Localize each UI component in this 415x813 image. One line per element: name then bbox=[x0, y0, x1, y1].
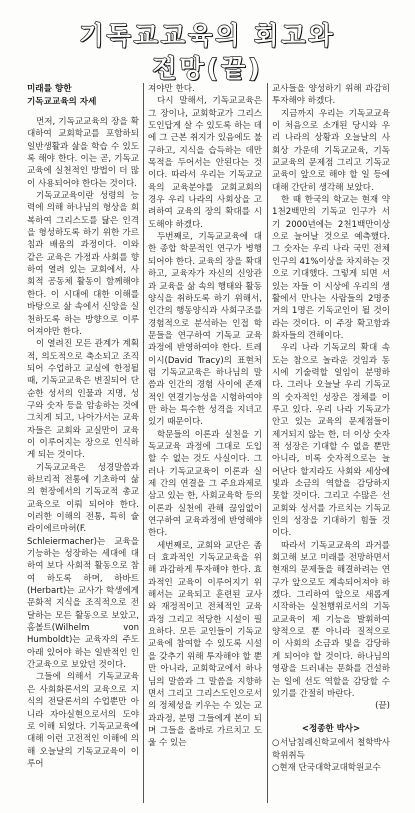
paragraph: 그들에 의해서 기독교교육은 사회화론서의 교육으로 지식의 전달론서의 수업뿐만 아니라 자아실현으로서의 도야로 이해 되었다. 기독교교육에 대해 이런 고전적인 이해에 의해 오늘날의 기독교교육이 이루어 bbox=[27, 672, 139, 769]
section-heading bbox=[27, 83, 139, 108]
section-heading-line-1: 미래를 향한 bbox=[27, 84, 72, 94]
paragraph: 먼저, 기독교교육의 장을 확대하여 교회학교를 포함하되 일반생활과 삶을 학습 수 있도록 해야 한다. 이는 곧, 기독교교육에 실천적인 방법이 더 많이 사용되어야 한다는 것이다. bbox=[27, 117, 139, 189]
paragraph: 학문들의 이론과 실천을 기독교교육 과정에 그대로 도입할 수 없는 것도 사실이다. 그러나 기독교교육이 이론과 실제 간의 연결을 그 주요과제로 삼고 있는 한, 사회교육학 등의 이론과 실천에 관해 끊임없이 연구하여 교육과정에 반영해야 한다. bbox=[148, 429, 262, 539]
paragraph: 지금까지 우리는 기독교교육이 처음으로 소개된 당시와 우리 나라의 상황과 오늘날의 사회상 가운데 기독교교육, 기독교교육의 문제점 그리고 기독교교육이 앞으로 해야 할 일 등에 대해 간단히 생각해 보았다. bbox=[272, 108, 390, 193]
paragraph: 한 때 한국의 학교는 현재 약 1천2백만의 기독교 인구가 서기 2000년에는 2천1백만이상으로 늘어날 것으로 예측했다. 그 숫자는 우리 나라 국민 전체 인구의 41%이상을 차지하는 것으로 기대했다. 그렇게 되면 서 있는 자들 이 시상에 우리의 생활에서 만나는 사람들의 2명중 거의 1명은 기독교인이 될 것이라는 것이다. 이 주장 확고함과 화자들의 견해이다. bbox=[272, 195, 390, 341]
paragraph: 두번째로, 기독교교육에 대한 종합 학문적인 연구가 병행되어야 한다. 교육의 장을 확대하고, 교육자가 자신의 신앙관과 교육을 삶 속의 행태와 활동양식을 취하도록 하기 위해서, 인간의 행동양식과 사회구조를 경험적으로 분석하는 인접 학문들을 연구하여 기독교 교육 과정에 반영하여야 한다. 트레이시(David Tracy)의 표현처럼 기독교교육은 하나님의 말씀과 인간의 경험 사이에 존재적인 연결기능성을 시험하여야만 하는 특수한 성격을 지녀고 있기 때문이다. bbox=[148, 232, 262, 428]
author-credential: ○현재 단국대학교대학원교수 bbox=[272, 763, 381, 774]
article-column-3 bbox=[272, 83, 390, 801]
section-heading-line-2: 기독교교육의 자세 bbox=[27, 96, 97, 107]
column-divider-2 bbox=[267, 83, 268, 803]
author-credential: ○서남침례신학교에서 철학박사 학위취득 bbox=[272, 738, 390, 761]
article-column-2 bbox=[148, 83, 262, 801]
paragraph: 우리 나라 기독교의 확대 속도는 참으로 놀라운 것임과 동시에 기술력할 일임이 분명하다. 그러나 오늘날 우리 기독교의 숫자적인 성장은 정체를 이루고 있다. 우리 나라 기독교가 안고 있는 교육의 문제점들이 제거되지 않는 한, 더 이상 숫자적 성장은 기대할 수 없을 뿐만 아니라, 비록 숫자적으로는 늘어난다 할지라도 사회와 세상에 빛과 소금의 역할을 감당하지 못할 것이다. 그리고 수많은 선교회와 성서를 가르치는 기독교인의 성장을 기대하기 힘들 것이다. bbox=[272, 343, 390, 539]
article-column-1 bbox=[27, 83, 139, 801]
paragraph: 세번째로, 교회와 교단은 좀 더 효과적인 기독교교육을 위해 과감하게 투자해야 한다. 효과적인 교육이 이루어지기 위해서는 교육되고 훈련된 교사와 재정적이고 전체적인 교육과정 그리고 적당한 시설이 필요하다. 모든 교인들이 기독교교육에 참여할 수 있도록 시설을 갖추기 위해 투자해야 할 뿐만 아니라, 교회학교에서 하나님의 말씀과 그 말씀을 지향하면서 그리고 그리스도인으로서의 정체성을 키우는 수 있는 교과과정, 분명 그들에게 본이 되며 그들을 올바로 가르치고 도울 수 있는 bbox=[148, 540, 262, 749]
author-name: <정종한 박사> bbox=[301, 723, 361, 734]
article-title-line-1: 기독교교육의 회고와 bbox=[79, 21, 336, 50]
paragraph: 교사들을 양성하기 위해 과감히 투자해야 하겠다. bbox=[272, 84, 390, 107]
end-mark: (끝) bbox=[375, 701, 390, 712]
paragraph: 다시 말해서, 기독교교육은 그 장이나, 교회학교가 그리스도인답게 살 수 있도록 하는 데에 그 근본 취지가 있음에도 불구하고, 지식을 습득하는 데만 목적을 두어서는 안된다는 것이다. 따라서 우리는 기독교교육의 교육분야를 교회교회의 경우 우리 나라의 사회상을 고려하여 교육의 장의 확대를 시도해야 하겠다. bbox=[148, 96, 262, 230]
paragraph: 따라서 기독교교육의 과거를 회고해 보고 미래를 전망하면서 현재의 문제들을 해결하려는 연구가 앞으로도 계속되어져야 하겠다. 그리하여 앞으로 새롭게 시작하는 실천행위로서의 기독교교육이 제 기능을 발휘하여 양적으로 뿐 아니라 질적으로 이 사회의 소금과 빛을 감당하게 되어야 할 것이다. 하나님의 영광을 드러내는 문화를 건설하는 일에 선도 역할을 감당할 수 있기를 간절히 바란다. bbox=[272, 540, 390, 699]
author-box bbox=[272, 723, 390, 775]
paragraph: 이 열려진 모든 관계가 계획적, 의도적으로 축소되고 조직되어 수업하고 교실에 한정될 때, 기독교교육은 변질되어 단순한 성서의 인물과 지명, 성구와 숫자 등을 암송하는 것에 그치게 되고, 나아가서는 교육자들은 교회와 교실만이 교육이 이루어지는 장으로 인식하게 되는 것이다. bbox=[27, 339, 139, 461]
column-divider-1 bbox=[143, 83, 144, 803]
article-title-line-2: 전망(끝) bbox=[152, 54, 263, 83]
paragraph: 져야만 한다. bbox=[148, 84, 195, 94]
paragraph: 기독교교육이란 성령의 능력에 의해 하나님의 형상을 회복하여 그리스도를 닮은 인격을 형성하도록 하기 위한 가르침과 배움의 과정이다. 이와 같은 교육은 가정과 사회를 향하여 열려 있는 교회에서, 사회적 공동체 활동이 함께해야 한다. 이 시대에 대한 이해를 바탕으로 삶 속에서 신앙을 실천하도록 하는 방향으로 이루어져야만 한다. bbox=[27, 191, 139, 337]
paragraph: 기독교교육은 성경말씀과 하브리적 전통에 기초하여 삶의 현장에서의 기독교적 총교교육으로 이뤄 되어야 한다. 이러한 이해의 전통, 특히 슐라이에르마허(F. Schleiermacher)는 교육을 기능하는 성장하는 세대에 대하여 보다 사회적 활동으로 참여 하도록 하며, 하바트(Herbart)는 교사가 학생에게 문화적 지식을 조직적으로 전달하는 모든 활동으로 보았고, 홈볼트(Wilhelm von Humboldt)는 교육자의 주도 아래 있어야 하는 일반적인 인간교육으로 보았던 것이다. bbox=[27, 462, 139, 671]
